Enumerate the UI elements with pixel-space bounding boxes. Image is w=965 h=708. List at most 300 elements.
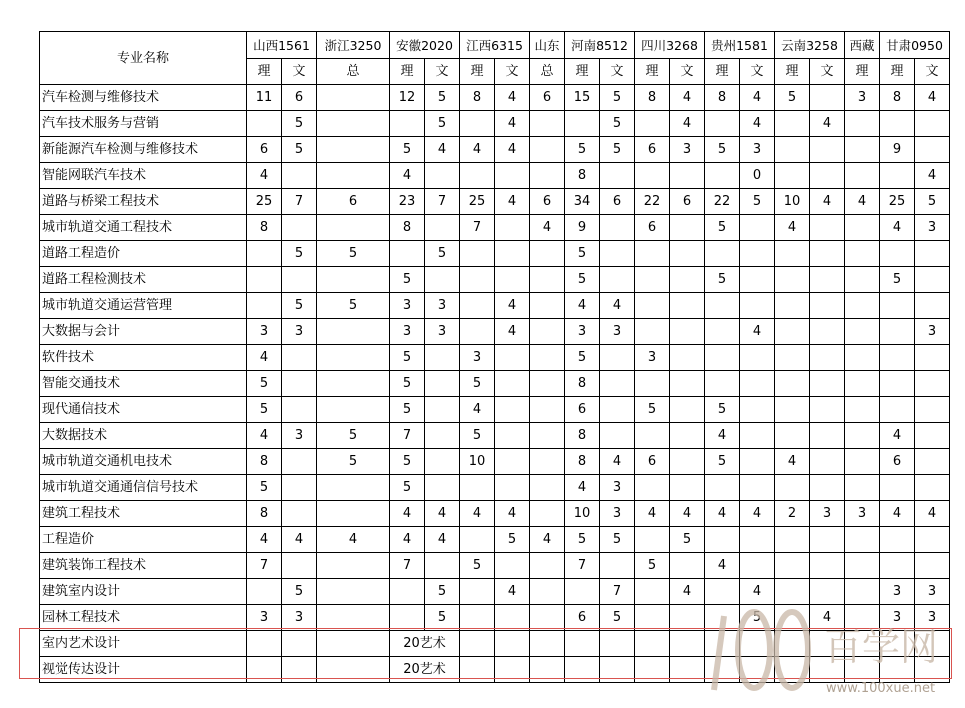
quota-cell [247, 631, 282, 657]
quota-cell [775, 345, 810, 371]
subject-header: 文 [915, 59, 950, 85]
quota-cell: 9 [565, 215, 600, 241]
quota-cell [775, 319, 810, 345]
quota-cell: 4 [390, 527, 425, 553]
quota-cell: 5 [390, 345, 425, 371]
quota-cell [495, 423, 530, 449]
quota-cell [495, 605, 530, 631]
quota-cell [495, 449, 530, 475]
quota-cell [845, 345, 880, 371]
quota-cell [740, 553, 775, 579]
quota-cell [635, 631, 670, 657]
province-header: 山东 [530, 32, 565, 59]
quota-cell [880, 397, 915, 423]
major-name: 园林工程技术 [40, 605, 247, 631]
quota-cell: 8 [565, 449, 600, 475]
quota-cell [247, 579, 282, 605]
quota-cell: 5 [282, 241, 317, 267]
quota-cell [880, 657, 915, 683]
quota-cell: 5 [390, 371, 425, 397]
quota-cell [282, 631, 317, 657]
quota-cell: 8 [565, 423, 600, 449]
quota-cell [845, 553, 880, 579]
quota-cell [880, 163, 915, 189]
quota-cell [775, 527, 810, 553]
quota-cell: 5 [565, 241, 600, 267]
quota-cell [810, 579, 845, 605]
quota-cell: 4 [670, 85, 705, 111]
quota-cell [915, 553, 950, 579]
subject-header: 理 [390, 59, 425, 85]
quota-cell: 25 [247, 189, 282, 215]
quota-cell: 5 [495, 527, 530, 553]
quota-cell [845, 319, 880, 345]
quota-cell [705, 657, 740, 683]
quota-cell [635, 293, 670, 319]
quota-cell [915, 475, 950, 501]
quota-cell [390, 605, 425, 631]
major-name: 建筑工程技术 [40, 501, 247, 527]
quota-cell: 5 [565, 267, 600, 293]
quota-cell: 4 [495, 111, 530, 137]
quota-cell [915, 267, 950, 293]
quota-cell: 3 [247, 319, 282, 345]
quota-cell: 22 [635, 189, 670, 215]
quota-cell: 5 [565, 137, 600, 163]
quota-cell [460, 319, 495, 345]
quota-cell [880, 345, 915, 371]
quota-cell [390, 579, 425, 605]
quota-cell [495, 267, 530, 293]
quota-cell: 4 [845, 189, 880, 215]
major-name: 现代通信技术 [40, 397, 247, 423]
quota-cell [670, 475, 705, 501]
quota-cell [810, 293, 845, 319]
quota-cell: 3 [915, 319, 950, 345]
quota-cell: 3 [390, 293, 425, 319]
major-name: 建筑装饰工程技术 [40, 553, 247, 579]
quota-cell [460, 475, 495, 501]
table-row [40, 111, 950, 137]
quota-cell [670, 657, 705, 683]
quota-cell [915, 397, 950, 423]
quota-cell: 15 [565, 85, 600, 111]
quota-cell: 9 [880, 137, 915, 163]
quota-cell [705, 111, 740, 137]
quota-cell: 6 [282, 85, 317, 111]
quota-cell: 3 [915, 579, 950, 605]
quota-cell: 4 [705, 553, 740, 579]
quota-cell [425, 397, 460, 423]
quota-cell [282, 371, 317, 397]
quota-cell [810, 527, 845, 553]
quota-cell [705, 319, 740, 345]
table-row [40, 527, 950, 553]
quota-cell: 4 [565, 475, 600, 501]
quota-cell [317, 267, 390, 293]
quota-cell [530, 319, 565, 345]
quota-cell: 5 [705, 267, 740, 293]
table-row [40, 397, 950, 423]
quota-cell: 4 [740, 319, 775, 345]
quota-cell [880, 111, 915, 137]
quota-cell: 5 [282, 137, 317, 163]
quota-cell: 6 [880, 449, 915, 475]
quota-cell [460, 657, 495, 683]
quota-cell: 3 [247, 605, 282, 631]
quota-cell: 4 [740, 111, 775, 137]
quota-cell: 5 [317, 449, 390, 475]
quota-cell [282, 475, 317, 501]
subject-header: 文 [810, 59, 845, 85]
major-name: 智能网联汽车技术 [40, 163, 247, 189]
quota-cell: 4 [635, 501, 670, 527]
quota-cell [317, 631, 390, 657]
table-row [40, 501, 950, 527]
table-row [40, 267, 950, 293]
quota-cell [425, 345, 460, 371]
quota-cell: 4 [670, 501, 705, 527]
quota-cell [810, 85, 845, 111]
quota-cell [635, 475, 670, 501]
quota-cell [425, 553, 460, 579]
quota-cell [845, 527, 880, 553]
quota-cell [460, 293, 495, 319]
quota-cell [845, 423, 880, 449]
quota-cell [810, 553, 845, 579]
quota-cell: 3 [845, 501, 880, 527]
quota-cell: 5 [705, 215, 740, 241]
quota-cell [670, 423, 705, 449]
table-header [40, 32, 950, 85]
table-row [40, 241, 950, 267]
quota-cell: 4 [670, 111, 705, 137]
quota-cell [530, 579, 565, 605]
quota-cell [247, 293, 282, 319]
quota-cell [635, 241, 670, 267]
quota-cell [247, 111, 282, 137]
quota-cell [705, 163, 740, 189]
art-quota-cell: 20艺术 [390, 657, 460, 683]
quota-cell [810, 657, 845, 683]
quota-cell: 4 [460, 501, 495, 527]
quota-cell: 3 [282, 319, 317, 345]
quota-cell [740, 215, 775, 241]
quota-cell [635, 657, 670, 683]
quota-cell: 10 [460, 449, 495, 475]
quota-cell: 5 [390, 397, 425, 423]
quota-cell [600, 371, 635, 397]
quota-cell: 6 [600, 189, 635, 215]
quota-cell [247, 657, 282, 683]
quota-cell: 4 [740, 579, 775, 605]
quota-cell: 4 [775, 449, 810, 475]
quota-cell: 4 [425, 527, 460, 553]
quota-cell [880, 553, 915, 579]
quota-cell: 3 [425, 293, 460, 319]
quota-cell: 3 [390, 319, 425, 345]
subject-header: 文 [740, 59, 775, 85]
quota-cell [810, 319, 845, 345]
quota-cell: 4 [530, 527, 565, 553]
quota-cell [845, 241, 880, 267]
subject-header: 总 [317, 59, 390, 85]
quota-cell: 4 [247, 345, 282, 371]
quota-cell [810, 371, 845, 397]
quota-cell [317, 111, 390, 137]
quota-cell: 10 [565, 501, 600, 527]
quota-cell: 4 [495, 85, 530, 111]
quota-cell [740, 267, 775, 293]
quota-cell: 11 [247, 85, 282, 111]
quota-cell: 8 [635, 85, 670, 111]
quota-cell [282, 345, 317, 371]
enrollment-plan-table [39, 31, 950, 683]
quota-cell: 4 [390, 163, 425, 189]
quota-cell [495, 345, 530, 371]
quota-cell [845, 579, 880, 605]
province-header: 山西1561 [247, 32, 317, 59]
quota-cell: 5 [282, 293, 317, 319]
quota-cell [530, 657, 565, 683]
major-name: 工程造价 [40, 527, 247, 553]
quota-cell [845, 215, 880, 241]
quota-cell [775, 657, 810, 683]
quota-cell [530, 163, 565, 189]
quota-cell: 4 [810, 605, 845, 631]
quota-cell [740, 423, 775, 449]
quota-cell [670, 397, 705, 423]
quota-cell [600, 163, 635, 189]
quota-cell [740, 345, 775, 371]
major-name: 软件技术 [40, 345, 247, 371]
quota-cell [845, 449, 880, 475]
quota-cell [915, 631, 950, 657]
quota-cell: 4 [495, 579, 530, 605]
quota-cell [425, 449, 460, 475]
table-row [40, 579, 950, 605]
quota-cell [880, 371, 915, 397]
quota-cell: 8 [247, 449, 282, 475]
quota-cell [530, 371, 565, 397]
quota-cell: 2 [775, 501, 810, 527]
subject-header: 理 [775, 59, 810, 85]
quota-cell [810, 345, 845, 371]
table-row [40, 449, 950, 475]
quota-cell [317, 163, 390, 189]
quota-cell [600, 345, 635, 371]
quota-cell: 5 [600, 605, 635, 631]
quota-cell [390, 111, 425, 137]
province-header: 四川3268 [635, 32, 705, 59]
quota-cell [775, 553, 810, 579]
quota-cell [810, 397, 845, 423]
quota-cell: 5 [390, 475, 425, 501]
quota-cell: 5 [565, 527, 600, 553]
quota-cell: 5 [425, 605, 460, 631]
table-row [40, 475, 950, 501]
quota-cell [775, 397, 810, 423]
quota-cell: 3 [740, 137, 775, 163]
quota-cell: 7 [425, 189, 460, 215]
subject-header: 理 [460, 59, 495, 85]
quota-cell [530, 293, 565, 319]
quota-cell [317, 137, 390, 163]
quota-cell: 5 [282, 111, 317, 137]
table-row [40, 371, 950, 397]
quota-cell [705, 345, 740, 371]
quota-cell [495, 657, 530, 683]
quota-cell: 6 [565, 397, 600, 423]
major-name: 建筑室内设计 [40, 579, 247, 605]
quota-cell [317, 345, 390, 371]
quota-cell: 4 [425, 137, 460, 163]
quota-cell [740, 449, 775, 475]
quota-cell [670, 371, 705, 397]
quota-cell: 8 [247, 215, 282, 241]
quota-cell [810, 423, 845, 449]
major-name: 城市轨道交通工程技术 [40, 215, 247, 241]
quota-cell: 25 [880, 189, 915, 215]
quota-cell [600, 215, 635, 241]
table-body [40, 85, 950, 683]
quota-cell [460, 111, 495, 137]
quota-cell: 7 [282, 189, 317, 215]
quota-cell: 3 [282, 423, 317, 449]
quota-cell [915, 371, 950, 397]
quota-cell [635, 267, 670, 293]
major-name: 汽车技术服务与营销 [40, 111, 247, 137]
quota-cell: 5 [317, 423, 390, 449]
subject-header: 文 [425, 59, 460, 85]
table-row [40, 605, 950, 631]
major-name: 城市轨道交通机电技术 [40, 449, 247, 475]
quota-cell [705, 579, 740, 605]
quota-cell [810, 449, 845, 475]
quota-cell: 5 [635, 397, 670, 423]
table-row [40, 553, 950, 579]
quota-cell: 5 [425, 241, 460, 267]
quota-cell [880, 319, 915, 345]
quota-cell: 7 [247, 553, 282, 579]
major-header: 专业名称 [40, 32, 247, 85]
quota-cell [915, 241, 950, 267]
quota-cell [775, 605, 810, 631]
quota-cell: 4 [915, 163, 950, 189]
subject-header: 文 [670, 59, 705, 85]
quota-cell [495, 475, 530, 501]
quota-cell: 6 [635, 449, 670, 475]
major-name: 视觉传达设计 [40, 657, 247, 683]
quota-cell [705, 631, 740, 657]
province-header: 浙江3250 [317, 32, 390, 59]
quota-cell [775, 293, 810, 319]
quota-cell [317, 215, 390, 241]
table-row [40, 85, 950, 111]
quota-cell: 6 [317, 189, 390, 215]
quota-cell [775, 631, 810, 657]
quota-cell: 5 [915, 189, 950, 215]
quota-cell: 5 [600, 85, 635, 111]
quota-cell: 5 [600, 111, 635, 137]
quota-cell [600, 657, 635, 683]
quota-cell [845, 137, 880, 163]
quota-cell [915, 293, 950, 319]
province-header: 贵州1581 [705, 32, 775, 59]
quota-cell [565, 657, 600, 683]
province-header: 安徽2020 [390, 32, 460, 59]
quota-cell [740, 631, 775, 657]
quota-cell: 25 [460, 189, 495, 215]
quota-cell: 6 [530, 189, 565, 215]
quota-cell: 4 [425, 501, 460, 527]
quota-cell [705, 527, 740, 553]
quota-cell [810, 163, 845, 189]
quota-cell [495, 397, 530, 423]
province-header: 江西6315 [460, 32, 530, 59]
watermark-url: www.100xue.net [826, 681, 936, 696]
table-row [40, 657, 950, 683]
quota-cell: 4 [740, 501, 775, 527]
quota-cell [810, 475, 845, 501]
quota-cell: 3 [880, 579, 915, 605]
quota-cell [915, 345, 950, 371]
quota-cell [915, 423, 950, 449]
quota-cell [247, 267, 282, 293]
quota-cell: 4 [282, 527, 317, 553]
quota-cell: 5 [740, 605, 775, 631]
quota-cell [317, 579, 390, 605]
subject-header: 理 [635, 59, 670, 85]
quota-cell: 7 [460, 215, 495, 241]
table-row [40, 293, 950, 319]
quota-cell [845, 475, 880, 501]
quota-cell [740, 293, 775, 319]
quota-cell: 4 [530, 215, 565, 241]
quota-cell: 6 [635, 137, 670, 163]
quota-cell [317, 85, 390, 111]
quota-cell: 4 [600, 449, 635, 475]
quota-cell: 4 [775, 215, 810, 241]
table-row [40, 319, 950, 345]
quota-cell: 3 [915, 605, 950, 631]
art-quota-cell: 20艺术 [390, 631, 460, 657]
quota-cell [282, 215, 317, 241]
quota-cell: 5 [390, 449, 425, 475]
major-name: 汽车检测与维修技术 [40, 85, 247, 111]
quota-cell [635, 111, 670, 137]
quota-cell: 6 [247, 137, 282, 163]
quota-cell [317, 319, 390, 345]
quota-cell [775, 371, 810, 397]
quota-cell [670, 241, 705, 267]
quota-cell: 5 [705, 397, 740, 423]
province-header: 西藏 [845, 32, 880, 59]
quota-cell: 8 [390, 215, 425, 241]
quota-cell: 6 [670, 189, 705, 215]
quota-cell [670, 605, 705, 631]
table-row [40, 215, 950, 241]
quota-cell [705, 475, 740, 501]
quota-cell [317, 553, 390, 579]
quota-cell: 6 [635, 215, 670, 241]
subject-header: 理 [880, 59, 915, 85]
subject-header: 理 [845, 59, 880, 85]
quota-cell [460, 241, 495, 267]
quota-cell: 3 [460, 345, 495, 371]
province-header: 河南8512 [565, 32, 635, 59]
quota-cell [915, 111, 950, 137]
